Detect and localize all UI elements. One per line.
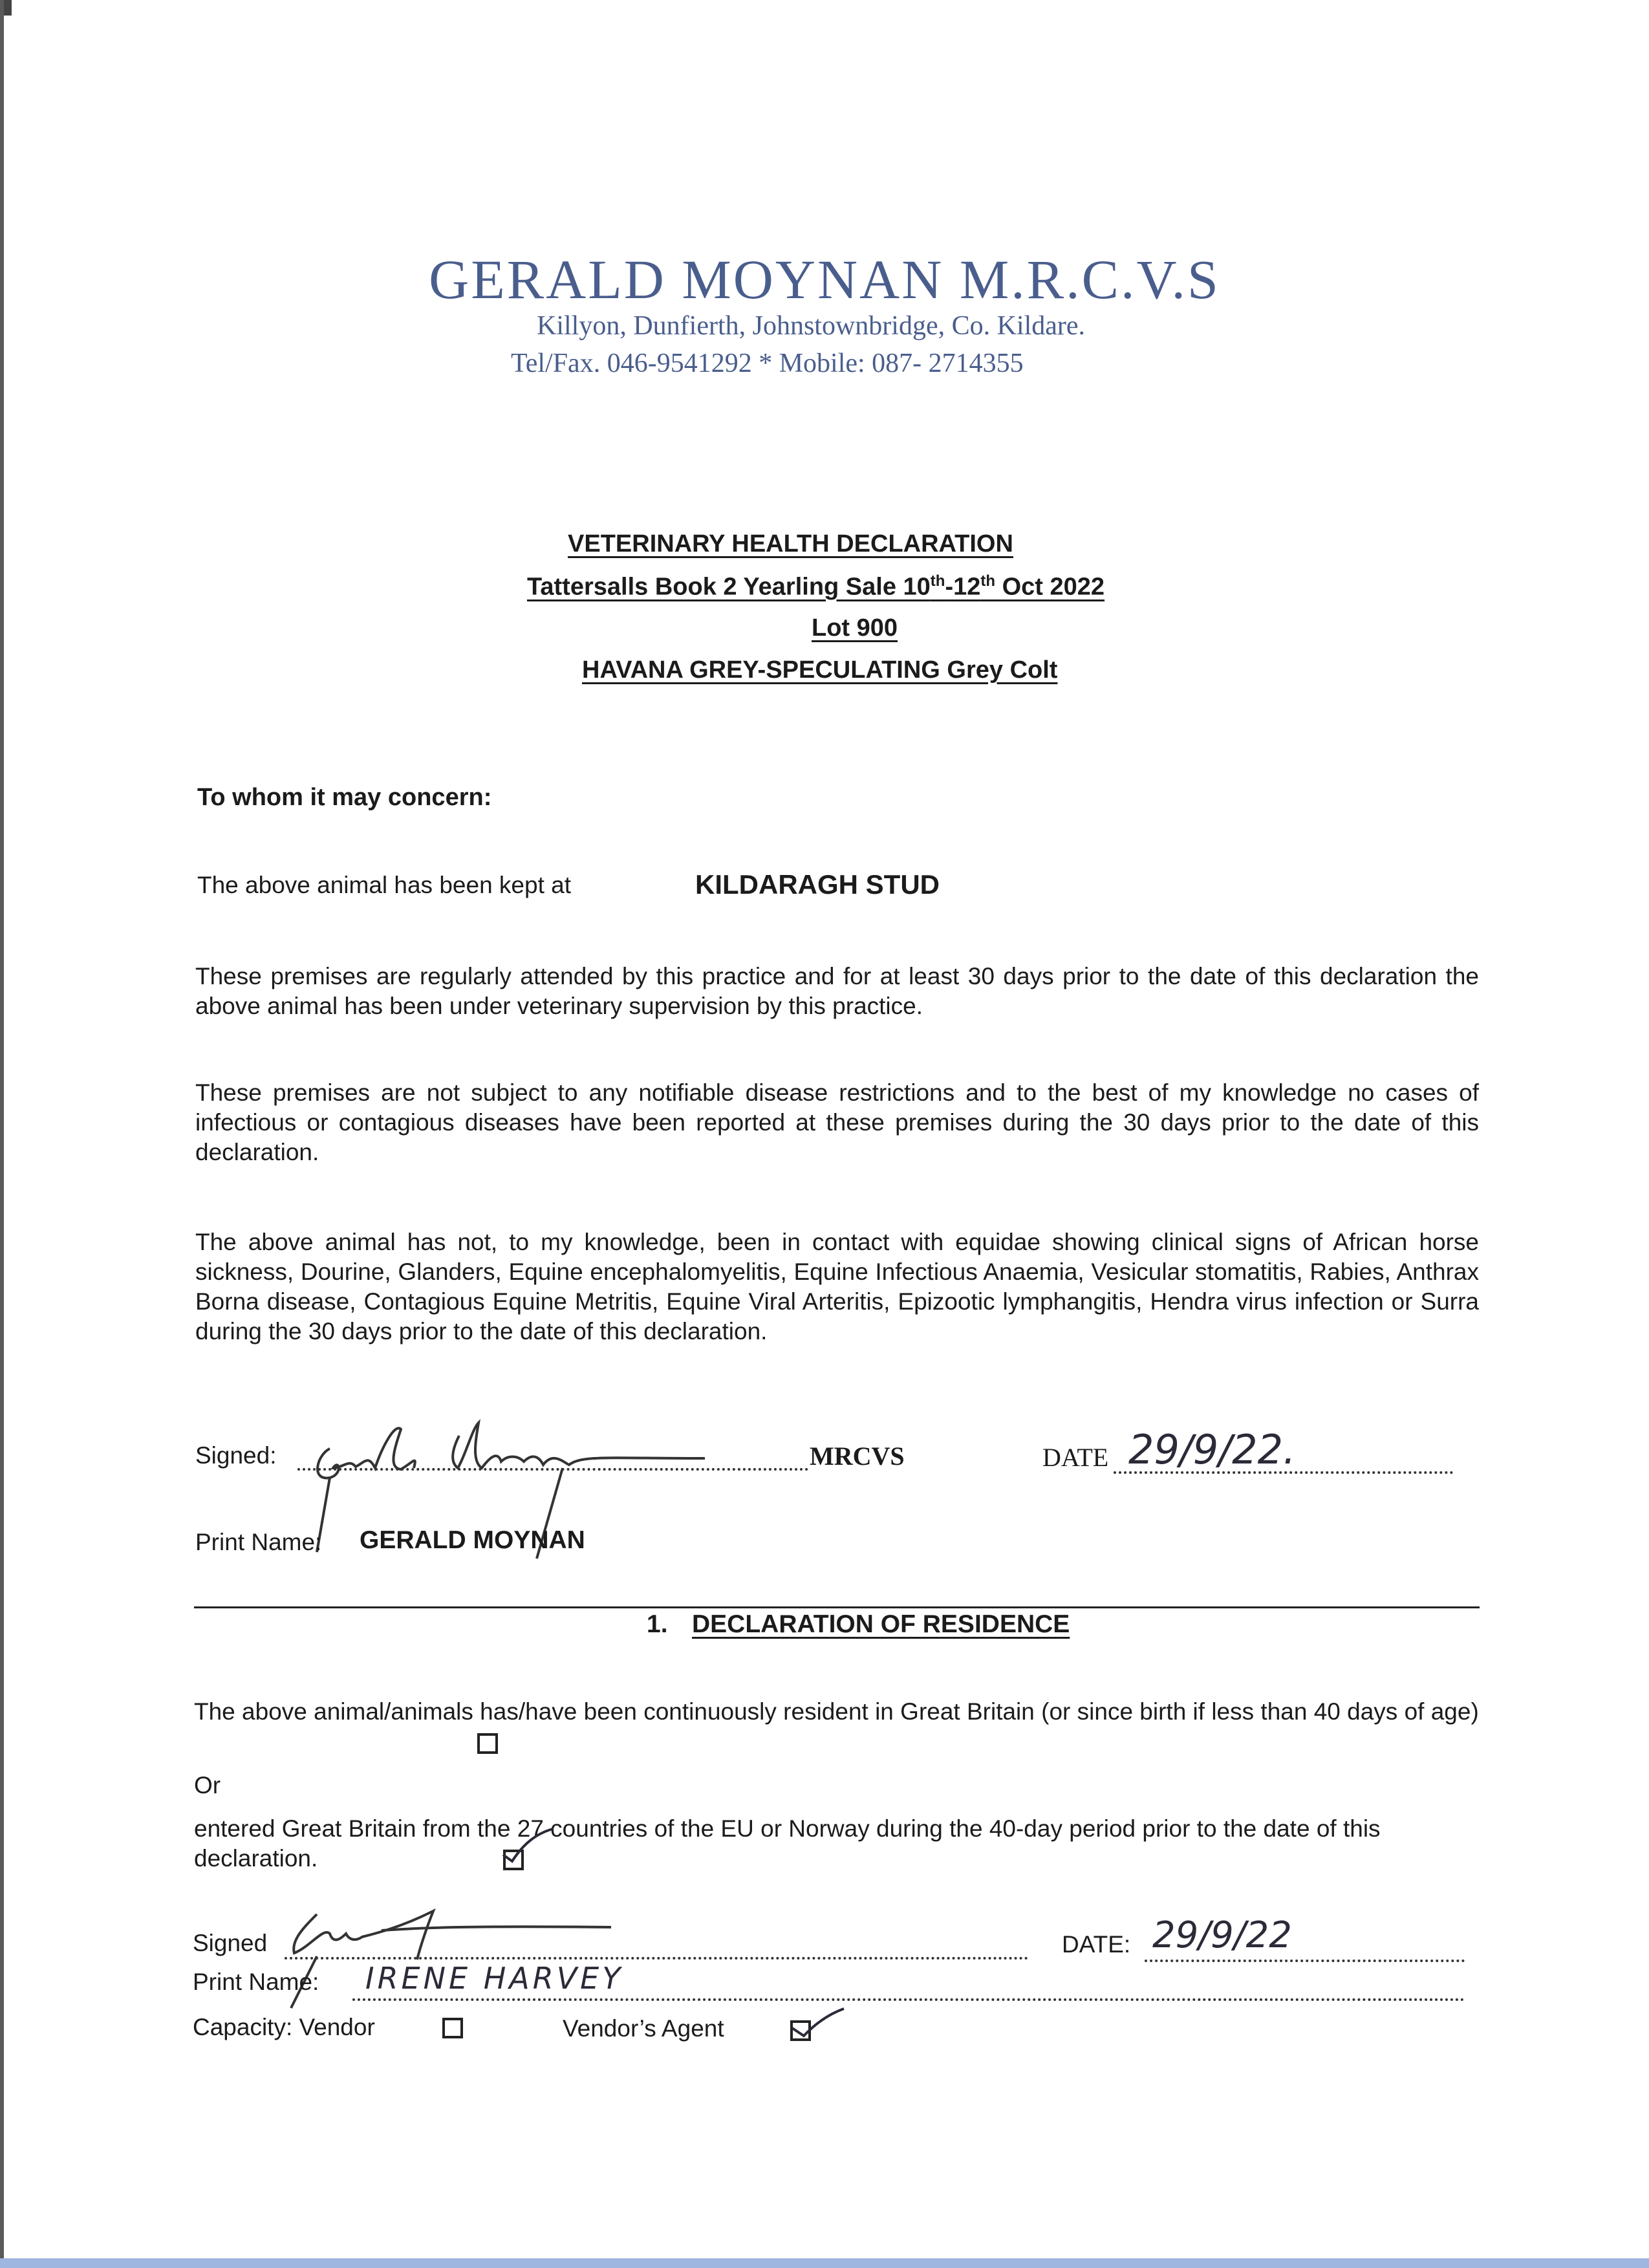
residence-option1-text: The above animal/animals has/have been continuously resident in Great Britain (or since birth if less than 40 days of age) bbox=[194, 1698, 1479, 1725]
capacity-vendor-checkbox[interactable] bbox=[442, 2018, 463, 2038]
residence-option1 bbox=[194, 1697, 1480, 1727]
residence-heading: DECLARATION OF RESIDENCE bbox=[692, 1610, 1070, 1638]
lot-number: Lot 900 bbox=[812, 614, 898, 642]
vet-signed-label: Signed: bbox=[195, 1442, 277, 1469]
letterhead-tel: Tel/Fax. 046-9541292 * Mobile: 087- 2714355 bbox=[511, 349, 1024, 378]
vet-mrcvs-suffix: MRCVS bbox=[810, 1442, 905, 1471]
horse-description: HAVANA GREY-SPECULATING Grey Colt bbox=[582, 656, 1058, 684]
residence-option2 bbox=[194, 1814, 1480, 1874]
capacity-agent-checkmark bbox=[786, 2005, 850, 2050]
agent-print-label: Print Name: bbox=[193, 1969, 319, 1995]
vet-date-value: 29/9/22. bbox=[1128, 1426, 1296, 1473]
sale-title-post: Oct 2022 bbox=[995, 573, 1105, 601]
capacity-agent-label: Vendor’s Agent bbox=[563, 2015, 724, 2042]
vet-print-label: Print Name: bbox=[195, 1529, 322, 1555]
kept-at-value: KILDARAGH STUD bbox=[695, 869, 940, 900]
agent-print-value: IRENE HARVEY bbox=[365, 1961, 624, 1996]
residence-option2-checkmark bbox=[498, 1824, 556, 1875]
agent-print-line bbox=[352, 1998, 1465, 2001]
residence-option1-checkbox[interactable] bbox=[477, 1733, 498, 1754]
capacity-vendor-label: Capacity: Vendor bbox=[193, 2014, 375, 2040]
agent-date-value: 29/9/22 bbox=[1152, 1914, 1292, 1956]
scan-edge-bottom bbox=[0, 2258, 1649, 2268]
vet-print-value: GERALD MOYNAN bbox=[360, 1526, 585, 1554]
section-divider bbox=[194, 1606, 1480, 1608]
sale-title bbox=[527, 572, 1105, 601]
sale-title-mid: -12 bbox=[945, 573, 981, 601]
salutation: To whom it may concern: bbox=[197, 784, 492, 811]
vet-date-label: DATE bbox=[1042, 1443, 1109, 1472]
agent-signed-label: Signed bbox=[193, 1930, 268, 1956]
scan-edge bbox=[0, 0, 4, 2268]
paragraph-diseases: The above animal has not, to my knowledge, been in contact with equidae showing clinical signs of African horse sickness, Dourine, Glanders, Equine encephalomyelitis, Equine Infectious Anaemia, Vesicular stomatitis, Rabies, Anthrax Borna disease, Contagious Equine Metritis, Equine Viral Arteritis, Epizootic lymphangitis, Hendra virus infection or Surra during the 30 days prior to the date of this declaration. bbox=[195, 1229, 1479, 1345]
paragraph-supervision: These premises are regularly attended by this practice and for at least 30 days prior to the date of this declaration the above animal has been under veterinary supervision by this practice. bbox=[195, 963, 1479, 1019]
sale-title-sup1: th bbox=[930, 572, 945, 590]
agent-date-label: DATE: bbox=[1062, 1931, 1131, 1958]
kept-at-label: The above animal has been kept at bbox=[197, 872, 571, 898]
residence-heading-number: 1. bbox=[647, 1610, 668, 1638]
paragraph-restrictions: These premises are not subject to any notifiable disease restrictions and to the best of my knowledge no cases of infectious or contagious diseases have been reported at these premises during the 30 days prior to the date of this declaration. bbox=[195, 1079, 1479, 1165]
residence-option2-text: entered Great Britain from the 27 countries of the EU or Norway during the 40-day period prior to the date of this declaration. bbox=[194, 1815, 1381, 1872]
letterhead-address: Killyon, Dunfierth, Johnstownbridge, Co. Kildare. bbox=[537, 311, 1086, 341]
residence-or: Or bbox=[194, 1772, 221, 1798]
document-title: VETERINARY HEALTH DECLARATION bbox=[568, 530, 1013, 557]
letterhead-name: GERALD MOYNAN M.R.C.V.S bbox=[429, 248, 1220, 310]
sale-title-sup2: th bbox=[980, 572, 996, 590]
agent-date-line bbox=[1145, 1960, 1465, 1962]
sale-title-pre: Tattersalls Book 2 Yearling Sale 10 bbox=[527, 573, 931, 601]
